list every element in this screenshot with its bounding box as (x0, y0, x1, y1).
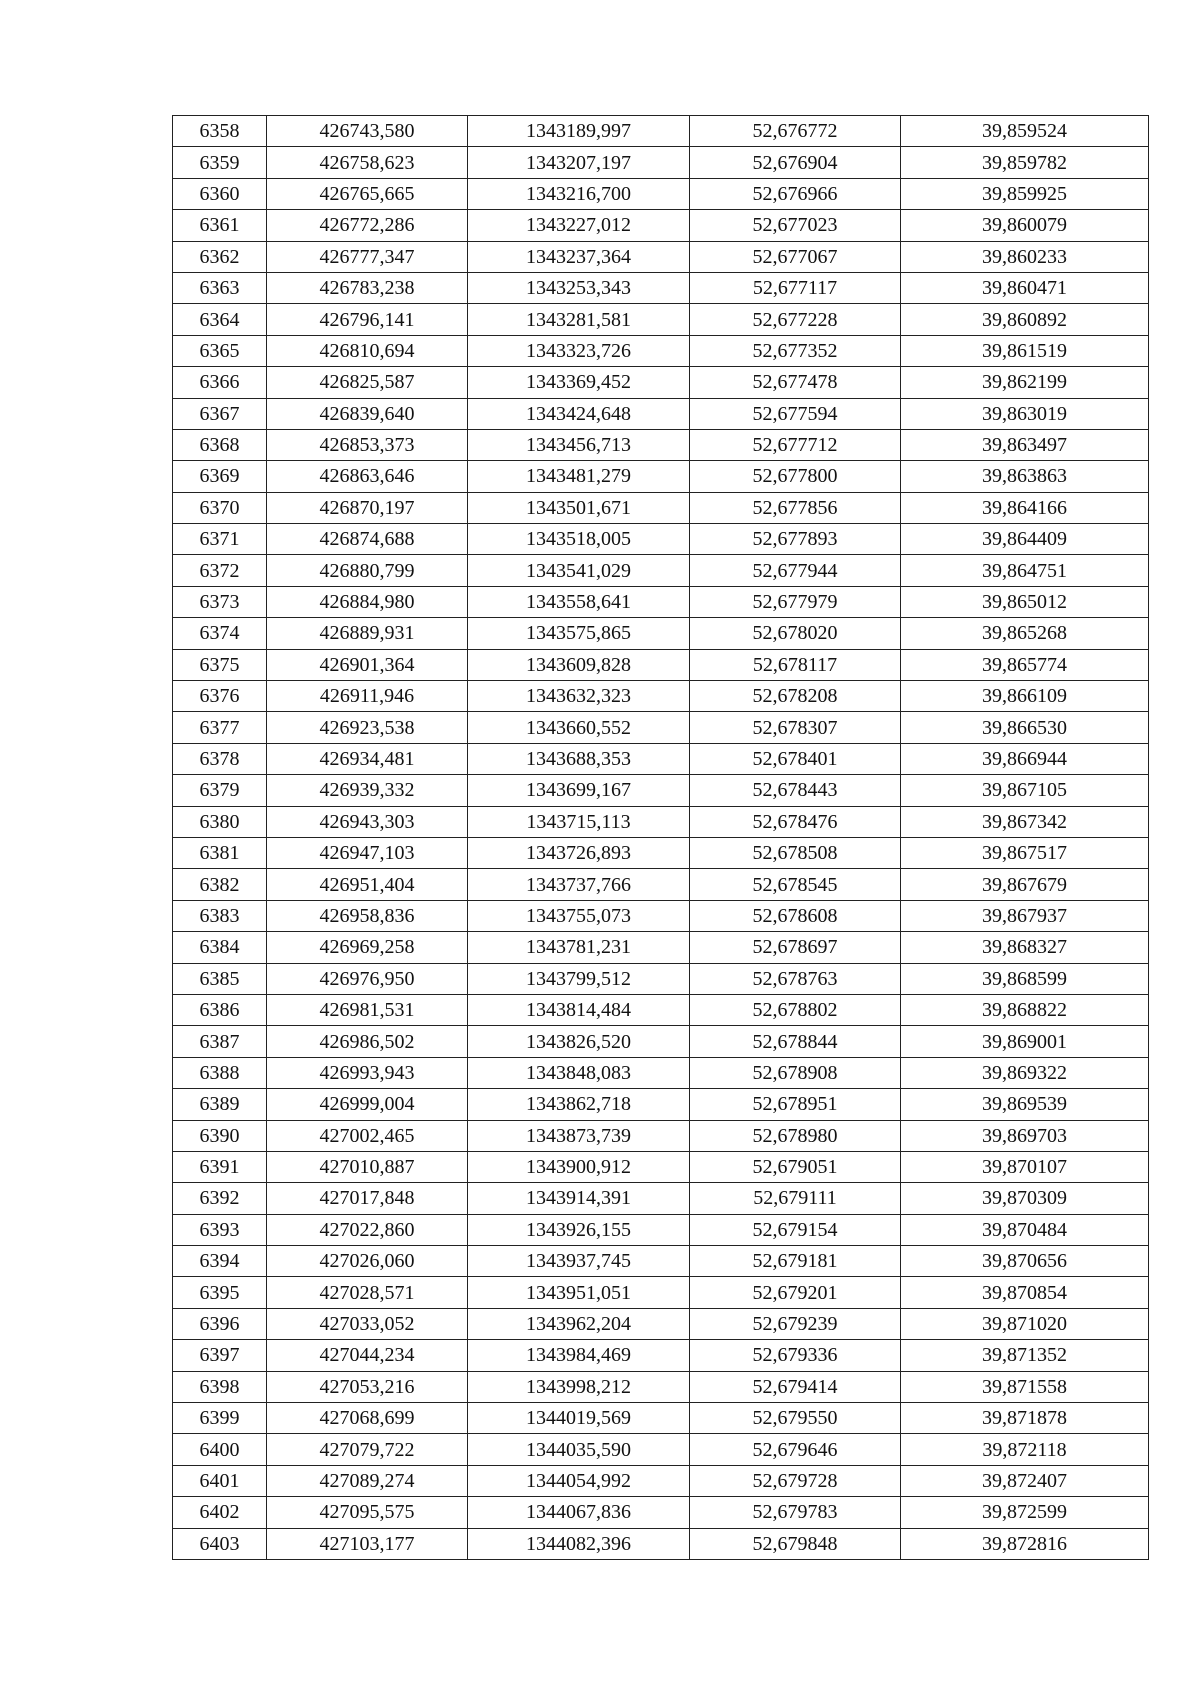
x-coordinate-cell: 426981,531 (267, 994, 468, 1025)
x-coordinate-cell: 426796,141 (267, 304, 468, 335)
y-coordinate-cell: 1343456,713 (468, 429, 690, 460)
latitude-cell: 52,677594 (690, 398, 901, 429)
x-coordinate-cell: 427010,887 (267, 1151, 468, 1182)
x-coordinate-cell: 427053,216 (267, 1371, 468, 1402)
point-number-cell: 6382 (173, 869, 267, 900)
table-row (173, 524, 1149, 555)
point-number-cell: 6392 (173, 1183, 267, 1214)
longitude-cell: 39,865774 (901, 649, 1149, 680)
point-number-cell: 6376 (173, 681, 267, 712)
latitude-cell: 52,678508 (690, 837, 901, 868)
table-row (173, 618, 1149, 649)
x-coordinate-cell: 426943,303 (267, 806, 468, 837)
y-coordinate-cell: 1344019,569 (468, 1403, 690, 1434)
point-number-cell: 6402 (173, 1497, 267, 1528)
table-row (173, 367, 1149, 398)
point-number-cell: 6389 (173, 1089, 267, 1120)
point-number-cell: 6403 (173, 1528, 267, 1559)
latitude-cell: 52,676966 (690, 178, 901, 209)
y-coordinate-cell: 1344067,836 (468, 1497, 690, 1528)
longitude-cell: 39,870107 (901, 1151, 1149, 1182)
y-coordinate-cell: 1343984,469 (468, 1340, 690, 1371)
table-row (173, 1340, 1149, 1371)
point-number-cell: 6360 (173, 178, 267, 209)
y-coordinate-cell: 1343715,113 (468, 806, 690, 837)
latitude-cell: 52,679728 (690, 1465, 901, 1496)
x-coordinate-cell: 426939,332 (267, 775, 468, 806)
table-row (173, 775, 1149, 806)
latitude-cell: 52,677856 (690, 492, 901, 523)
longitude-cell: 39,866109 (901, 681, 1149, 712)
table-row (173, 147, 1149, 178)
x-coordinate-cell: 427044,234 (267, 1340, 468, 1371)
table-row (173, 429, 1149, 460)
point-number-cell: 6378 (173, 743, 267, 774)
longitude-cell: 39,867105 (901, 775, 1149, 806)
x-coordinate-cell: 427002,465 (267, 1120, 468, 1151)
y-coordinate-cell: 1343237,364 (468, 241, 690, 272)
longitude-cell: 39,868327 (901, 932, 1149, 963)
longitude-cell: 39,868599 (901, 963, 1149, 994)
x-coordinate-cell: 426951,404 (267, 869, 468, 900)
latitude-cell: 52,677478 (690, 367, 901, 398)
latitude-cell: 52,676772 (690, 116, 901, 147)
table-row (173, 586, 1149, 617)
latitude-cell: 52,679181 (690, 1246, 901, 1277)
longitude-cell: 39,872407 (901, 1465, 1149, 1496)
x-coordinate-cell: 426901,364 (267, 649, 468, 680)
point-number-cell: 6400 (173, 1434, 267, 1465)
y-coordinate-cell: 1343814,484 (468, 994, 690, 1025)
latitude-cell: 52,676904 (690, 147, 901, 178)
longitude-cell: 39,864166 (901, 492, 1149, 523)
longitude-cell: 39,868822 (901, 994, 1149, 1025)
point-number-cell: 6380 (173, 806, 267, 837)
latitude-cell: 52,678763 (690, 963, 901, 994)
table-row (173, 932, 1149, 963)
point-number-cell: 6385 (173, 963, 267, 994)
latitude-cell: 52,678802 (690, 994, 901, 1025)
x-coordinate-cell: 426999,004 (267, 1089, 468, 1120)
x-coordinate-cell: 427089,274 (267, 1465, 468, 1496)
y-coordinate-cell: 1343873,739 (468, 1120, 690, 1151)
table-row (173, 1057, 1149, 1088)
x-coordinate-cell: 426874,688 (267, 524, 468, 555)
y-coordinate-cell: 1343962,204 (468, 1308, 690, 1339)
point-number-cell: 6396 (173, 1308, 267, 1339)
point-number-cell: 6363 (173, 272, 267, 303)
x-coordinate-cell: 426947,103 (267, 837, 468, 868)
latitude-cell: 52,677228 (690, 304, 901, 335)
table-row (173, 1151, 1149, 1182)
table-row (173, 1120, 1149, 1151)
point-number-cell: 6394 (173, 1246, 267, 1277)
x-coordinate-cell: 426839,640 (267, 398, 468, 429)
point-number-cell: 6372 (173, 555, 267, 586)
longitude-cell: 39,867937 (901, 900, 1149, 931)
latitude-cell: 52,678020 (690, 618, 901, 649)
point-number-cell: 6398 (173, 1371, 267, 1402)
latitude-cell: 52,677117 (690, 272, 901, 303)
point-number-cell: 6370 (173, 492, 267, 523)
latitude-cell: 52,678697 (690, 932, 901, 963)
x-coordinate-cell: 427103,177 (267, 1528, 468, 1559)
y-coordinate-cell: 1343253,343 (468, 272, 690, 303)
table-row (173, 649, 1149, 680)
latitude-cell: 52,678117 (690, 649, 901, 680)
point-number-cell: 6393 (173, 1214, 267, 1245)
table-row (173, 461, 1149, 492)
latitude-cell: 52,679051 (690, 1151, 901, 1182)
y-coordinate-cell: 1343609,828 (468, 649, 690, 680)
latitude-cell: 52,678608 (690, 900, 901, 931)
x-coordinate-cell: 426986,502 (267, 1026, 468, 1057)
latitude-cell: 52,678980 (690, 1120, 901, 1151)
latitude-cell: 52,677800 (690, 461, 901, 492)
latitude-cell: 52,679239 (690, 1308, 901, 1339)
longitude-cell: 39,870309 (901, 1183, 1149, 1214)
x-coordinate-cell: 427033,052 (267, 1308, 468, 1339)
point-number-cell: 6388 (173, 1057, 267, 1088)
table-row (173, 1434, 1149, 1465)
y-coordinate-cell: 1343926,155 (468, 1214, 690, 1245)
x-coordinate-cell: 426889,931 (267, 618, 468, 649)
latitude-cell: 52,677023 (690, 210, 901, 241)
point-number-cell: 6387 (173, 1026, 267, 1057)
longitude-cell: 39,871878 (901, 1403, 1149, 1434)
latitude-cell: 52,679201 (690, 1277, 901, 1308)
latitude-cell: 52,678208 (690, 681, 901, 712)
x-coordinate-cell: 427028,571 (267, 1277, 468, 1308)
longitude-cell: 39,865012 (901, 586, 1149, 617)
longitude-cell: 39,859782 (901, 147, 1149, 178)
x-coordinate-cell: 426810,694 (267, 335, 468, 366)
longitude-cell: 39,865268 (901, 618, 1149, 649)
y-coordinate-cell: 1343424,648 (468, 398, 690, 429)
y-coordinate-cell: 1343914,391 (468, 1183, 690, 1214)
table-row (173, 900, 1149, 931)
point-number-cell: 6391 (173, 1151, 267, 1182)
longitude-cell: 39,866944 (901, 743, 1149, 774)
y-coordinate-cell: 1343937,745 (468, 1246, 690, 1277)
table-row (173, 712, 1149, 743)
longitude-cell: 39,863019 (901, 398, 1149, 429)
y-coordinate-cell: 1344035,590 (468, 1434, 690, 1465)
y-coordinate-cell: 1343660,552 (468, 712, 690, 743)
latitude-cell: 52,678401 (690, 743, 901, 774)
x-coordinate-cell: 426976,950 (267, 963, 468, 994)
longitude-cell: 39,861519 (901, 335, 1149, 366)
x-coordinate-cell: 426993,943 (267, 1057, 468, 1088)
point-number-cell: 6368 (173, 429, 267, 460)
table-row (173, 398, 1149, 429)
latitude-cell: 52,677712 (690, 429, 901, 460)
point-number-cell: 6390 (173, 1120, 267, 1151)
longitude-cell: 39,872599 (901, 1497, 1149, 1528)
x-coordinate-cell: 426772,286 (267, 210, 468, 241)
point-number-cell: 6358 (173, 116, 267, 147)
longitude-cell: 39,869539 (901, 1089, 1149, 1120)
latitude-cell: 52,677893 (690, 524, 901, 555)
longitude-cell: 39,869322 (901, 1057, 1149, 1088)
point-number-cell: 6397 (173, 1340, 267, 1371)
point-number-cell: 6395 (173, 1277, 267, 1308)
table-row (173, 1214, 1149, 1245)
y-coordinate-cell: 1343699,167 (468, 775, 690, 806)
x-coordinate-cell: 426884,980 (267, 586, 468, 617)
point-number-cell: 6374 (173, 618, 267, 649)
x-coordinate-cell: 426969,258 (267, 932, 468, 963)
y-coordinate-cell: 1344054,992 (468, 1465, 690, 1496)
table-row (173, 806, 1149, 837)
x-coordinate-cell: 426743,580 (267, 116, 468, 147)
longitude-cell: 39,859524 (901, 116, 1149, 147)
y-coordinate-cell: 1343207,197 (468, 147, 690, 178)
table-row (173, 869, 1149, 900)
x-coordinate-cell: 427017,848 (267, 1183, 468, 1214)
latitude-cell: 52,677067 (690, 241, 901, 272)
longitude-cell: 39,866530 (901, 712, 1149, 743)
y-coordinate-cell: 1343737,766 (468, 869, 690, 900)
x-coordinate-cell: 426958,836 (267, 900, 468, 931)
y-coordinate-cell: 1343632,323 (468, 681, 690, 712)
table-row (173, 681, 1149, 712)
point-number-cell: 6373 (173, 586, 267, 617)
longitude-cell: 39,864751 (901, 555, 1149, 586)
longitude-cell: 39,860233 (901, 241, 1149, 272)
longitude-cell: 39,864409 (901, 524, 1149, 555)
point-number-cell: 6383 (173, 900, 267, 931)
latitude-cell: 52,678476 (690, 806, 901, 837)
y-coordinate-cell: 1343281,581 (468, 304, 690, 335)
table-row (173, 116, 1149, 147)
point-number-cell: 6384 (173, 932, 267, 963)
table-row (173, 1308, 1149, 1339)
latitude-cell: 52,679111 (690, 1183, 901, 1214)
longitude-cell: 39,871558 (901, 1371, 1149, 1402)
longitude-cell: 39,859925 (901, 178, 1149, 209)
y-coordinate-cell: 1343541,029 (468, 555, 690, 586)
table-row (173, 1089, 1149, 1120)
longitude-cell: 39,860892 (901, 304, 1149, 335)
coordinates-table (172, 115, 1149, 1560)
point-number-cell: 6377 (173, 712, 267, 743)
y-coordinate-cell: 1343755,073 (468, 900, 690, 931)
y-coordinate-cell: 1343688,353 (468, 743, 690, 774)
x-coordinate-cell: 426765,665 (267, 178, 468, 209)
latitude-cell: 52,679848 (690, 1528, 901, 1559)
point-number-cell: 6371 (173, 524, 267, 555)
y-coordinate-cell: 1343998,212 (468, 1371, 690, 1402)
longitude-cell: 39,860471 (901, 272, 1149, 303)
y-coordinate-cell: 1343501,671 (468, 492, 690, 523)
latitude-cell: 52,679336 (690, 1340, 901, 1371)
table-row (173, 241, 1149, 272)
longitude-cell: 39,862199 (901, 367, 1149, 398)
x-coordinate-cell: 426911,946 (267, 681, 468, 712)
x-coordinate-cell: 426923,538 (267, 712, 468, 743)
point-number-cell: 6362 (173, 241, 267, 272)
y-coordinate-cell: 1344082,396 (468, 1528, 690, 1559)
x-coordinate-cell: 426934,481 (267, 743, 468, 774)
point-number-cell: 6369 (173, 461, 267, 492)
table-row (173, 1497, 1149, 1528)
longitude-cell: 39,860079 (901, 210, 1149, 241)
y-coordinate-cell: 1343575,865 (468, 618, 690, 649)
longitude-cell: 39,867679 (901, 869, 1149, 900)
y-coordinate-cell: 1343799,512 (468, 963, 690, 994)
longitude-cell: 39,869703 (901, 1120, 1149, 1151)
table-row (173, 743, 1149, 774)
latitude-cell: 52,677979 (690, 586, 901, 617)
y-coordinate-cell: 1343481,279 (468, 461, 690, 492)
y-coordinate-cell: 1343781,231 (468, 932, 690, 963)
x-coordinate-cell: 426863,646 (267, 461, 468, 492)
y-coordinate-cell: 1343189,997 (468, 116, 690, 147)
y-coordinate-cell: 1343518,005 (468, 524, 690, 555)
x-coordinate-cell: 426783,238 (267, 272, 468, 303)
latitude-cell: 52,677944 (690, 555, 901, 586)
point-number-cell: 6366 (173, 367, 267, 398)
table-row (173, 1026, 1149, 1057)
longitude-cell: 39,863497 (901, 429, 1149, 460)
point-number-cell: 6367 (173, 398, 267, 429)
y-coordinate-cell: 1343900,912 (468, 1151, 690, 1182)
table-row (173, 210, 1149, 241)
latitude-cell: 52,678307 (690, 712, 901, 743)
latitude-cell: 52,679154 (690, 1214, 901, 1245)
x-coordinate-cell: 426825,587 (267, 367, 468, 398)
latitude-cell: 52,678951 (690, 1089, 901, 1120)
table-row (173, 304, 1149, 335)
y-coordinate-cell: 1343323,726 (468, 335, 690, 366)
longitude-cell: 39,872118 (901, 1434, 1149, 1465)
longitude-cell: 39,867342 (901, 806, 1149, 837)
y-coordinate-cell: 1343862,718 (468, 1089, 690, 1120)
table-row (173, 1528, 1149, 1559)
table-row (173, 178, 1149, 209)
latitude-cell: 52,677352 (690, 335, 901, 366)
point-number-cell: 6361 (173, 210, 267, 241)
table-row (173, 335, 1149, 366)
y-coordinate-cell: 1343848,083 (468, 1057, 690, 1088)
y-coordinate-cell: 1343726,893 (468, 837, 690, 868)
point-number-cell: 6365 (173, 335, 267, 366)
x-coordinate-cell: 427026,060 (267, 1246, 468, 1277)
y-coordinate-cell: 1343951,051 (468, 1277, 690, 1308)
x-coordinate-cell: 427095,575 (267, 1497, 468, 1528)
coordinates-table-body (173, 116, 1149, 1560)
longitude-cell: 39,867517 (901, 837, 1149, 868)
longitude-cell: 39,870484 (901, 1214, 1149, 1245)
latitude-cell: 52,678908 (690, 1057, 901, 1088)
point-number-cell: 6401 (173, 1465, 267, 1496)
point-number-cell: 6364 (173, 304, 267, 335)
latitude-cell: 52,679646 (690, 1434, 901, 1465)
y-coordinate-cell: 1343369,452 (468, 367, 690, 398)
longitude-cell: 39,863863 (901, 461, 1149, 492)
table-row (173, 837, 1149, 868)
point-number-cell: 6379 (173, 775, 267, 806)
point-number-cell: 6381 (173, 837, 267, 868)
x-coordinate-cell: 427068,699 (267, 1403, 468, 1434)
y-coordinate-cell: 1343227,012 (468, 210, 690, 241)
latitude-cell: 52,678545 (690, 869, 901, 900)
table-row (173, 1465, 1149, 1496)
longitude-cell: 39,871020 (901, 1308, 1149, 1339)
table-row (173, 1277, 1149, 1308)
table-row (173, 555, 1149, 586)
table-row (173, 1246, 1149, 1277)
x-coordinate-cell: 426870,197 (267, 492, 468, 523)
x-coordinate-cell: 427022,860 (267, 1214, 468, 1245)
x-coordinate-cell: 426777,347 (267, 241, 468, 272)
table-row (173, 1403, 1149, 1434)
point-number-cell: 6399 (173, 1403, 267, 1434)
latitude-cell: 52,678844 (690, 1026, 901, 1057)
longitude-cell: 39,870854 (901, 1277, 1149, 1308)
y-coordinate-cell: 1343216,700 (468, 178, 690, 209)
longitude-cell: 39,871352 (901, 1340, 1149, 1371)
latitude-cell: 52,678443 (690, 775, 901, 806)
table-row (173, 1183, 1149, 1214)
x-coordinate-cell: 426853,373 (267, 429, 468, 460)
longitude-cell: 39,869001 (901, 1026, 1149, 1057)
point-number-cell: 6359 (173, 147, 267, 178)
table-row (173, 272, 1149, 303)
table-row (173, 994, 1149, 1025)
y-coordinate-cell: 1343558,641 (468, 586, 690, 617)
point-number-cell: 6375 (173, 649, 267, 680)
latitude-cell: 52,679550 (690, 1403, 901, 1434)
x-coordinate-cell: 426880,799 (267, 555, 468, 586)
latitude-cell: 52,679414 (690, 1371, 901, 1402)
x-coordinate-cell: 426758,623 (267, 147, 468, 178)
table-row (173, 963, 1149, 994)
longitude-cell: 39,872816 (901, 1528, 1149, 1559)
latitude-cell: 52,679783 (690, 1497, 901, 1528)
x-coordinate-cell: 427079,722 (267, 1434, 468, 1465)
point-number-cell: 6386 (173, 994, 267, 1025)
y-coordinate-cell: 1343826,520 (468, 1026, 690, 1057)
table-row (173, 1371, 1149, 1402)
longitude-cell: 39,870656 (901, 1246, 1149, 1277)
table-row (173, 492, 1149, 523)
